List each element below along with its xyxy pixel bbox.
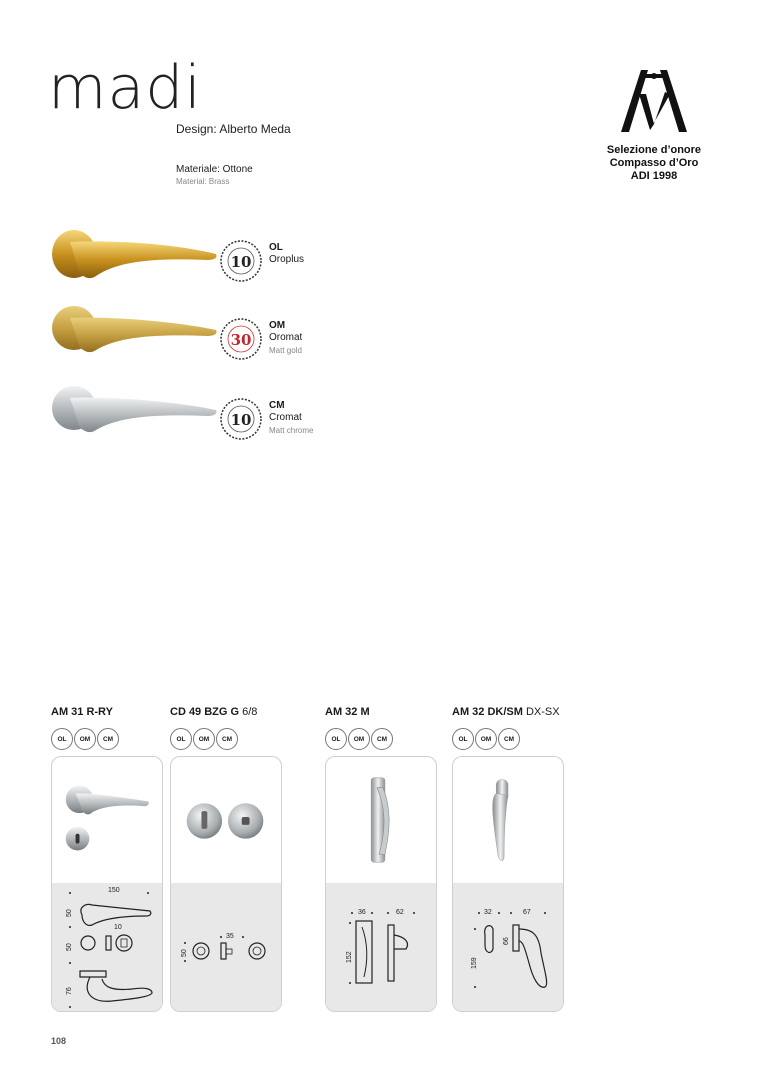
dimension-label: 50: [66, 943, 73, 951]
award-line-3: ADI 1998: [630, 170, 678, 182]
compasso-doro-logo-icon: [617, 68, 691, 136]
page-number: 108: [51, 1036, 67, 1046]
finish-subtitle: Matt gold: [269, 346, 302, 355]
chip-ol: OL: [51, 728, 73, 750]
dimension-label: 159: [471, 957, 478, 969]
chip-om: OM: [74, 728, 96, 750]
product-card: [452, 756, 564, 1012]
product-photo: [171, 757, 281, 883]
product-card: [170, 756, 282, 1012]
dimension-label: 35: [226, 933, 234, 940]
product-title: [170, 706, 282, 718]
finish-chips: [325, 728, 393, 750]
dimension-label: 62: [396, 909, 404, 916]
designer-credit: Design: Alberto Meda: [176, 122, 291, 136]
dimension-label: 76: [66, 987, 73, 995]
finish-chips: [170, 728, 238, 750]
award-line-1: Selezione d’onore: [606, 144, 702, 156]
brand-title: madi: [48, 53, 202, 123]
dimension-label: 10: [114, 924, 122, 931]
product-title: [325, 706, 437, 718]
product-card: [325, 756, 437, 1012]
award-line-2: Compasso d’Oro: [609, 157, 699, 169]
finish-name: Cromat: [269, 412, 302, 423]
product-title: [452, 706, 564, 718]
product-code: AM 32 DK/SM: [452, 706, 523, 718]
technical-drawing: [326, 883, 436, 1012]
product-am32dk: [452, 706, 564, 969]
matt-gold-handle-image: [48, 306, 218, 362]
finish-code: OM: [269, 320, 286, 331]
product-cd49: [170, 706, 282, 957]
warranty-badge-icon: [220, 240, 262, 282]
technical-drawing: [171, 883, 281, 1012]
finish-row-cm: [48, 386, 368, 456]
chip-om: OM: [475, 728, 497, 750]
technical-drawing: [453, 883, 563, 1012]
product-photo: [326, 757, 436, 883]
finish-row-ol: [48, 228, 368, 298]
dimension-label: 67: [523, 909, 531, 916]
dimension-label: 50: [181, 949, 188, 957]
chip-cm: CM: [371, 728, 393, 750]
product-photo: [52, 757, 162, 883]
badge-number: 10: [230, 253, 252, 271]
dimension-label: 66: [503, 937, 510, 945]
chip-ol: OL: [452, 728, 474, 750]
dimension-label: 50: [66, 909, 73, 917]
product-code: AM 32 M: [325, 706, 370, 718]
chip-cm: CM: [97, 728, 119, 750]
product-am32m: [325, 706, 437, 963]
matt-chrome-handle-image: [48, 386, 218, 442]
chip-cm: CM: [498, 728, 520, 750]
finish-code: OL: [269, 242, 283, 253]
product-suffix: DX-SX: [522, 706, 560, 718]
product-code: CD 49 BZG G: [170, 706, 240, 718]
product-card: [51, 756, 163, 1012]
warranty-badge-icon: [220, 318, 262, 360]
finish-row-om: [48, 306, 368, 376]
chip-ol: OL: [170, 728, 192, 750]
product-photo: [453, 757, 563, 883]
dimension-drawing: [171, 883, 282, 1012]
warranty-badge-icon: [220, 398, 262, 440]
product-am31: [51, 706, 163, 995]
finish-subtitle: Matt chrome: [269, 426, 314, 435]
product-code: AM 31 R-RY: [51, 706, 113, 718]
chip-cm: CM: [216, 728, 238, 750]
finish-chips: [452, 728, 520, 750]
material-italian: Materiale: Ottone: [176, 164, 253, 175]
finish-name: Oromat: [269, 332, 303, 343]
chip-om: OM: [348, 728, 370, 750]
dimension-label: 36: [358, 909, 366, 916]
dimension-label: 150: [108, 887, 120, 894]
dimension-drawing: [326, 883, 437, 1012]
dimension-label: 152: [346, 951, 353, 963]
gold-handle-image: [48, 228, 218, 284]
dimension-drawing: [453, 883, 564, 1012]
material-english: Material: Brass: [176, 177, 230, 186]
technical-drawing: [52, 883, 162, 1012]
product-title: [51, 706, 163, 718]
award-block: [592, 68, 716, 183]
chip-om: OM: [193, 728, 215, 750]
finish-name: Oroplus: [269, 254, 305, 265]
finish-chips: [51, 728, 119, 750]
chip-ol: OL: [325, 728, 347, 750]
badge-number: 10: [230, 411, 252, 429]
dimension-label: 32: [484, 909, 492, 916]
finish-code: CM: [269, 400, 285, 411]
badge-number: 30: [230, 331, 252, 349]
product-suffix: 6/8: [239, 706, 258, 718]
